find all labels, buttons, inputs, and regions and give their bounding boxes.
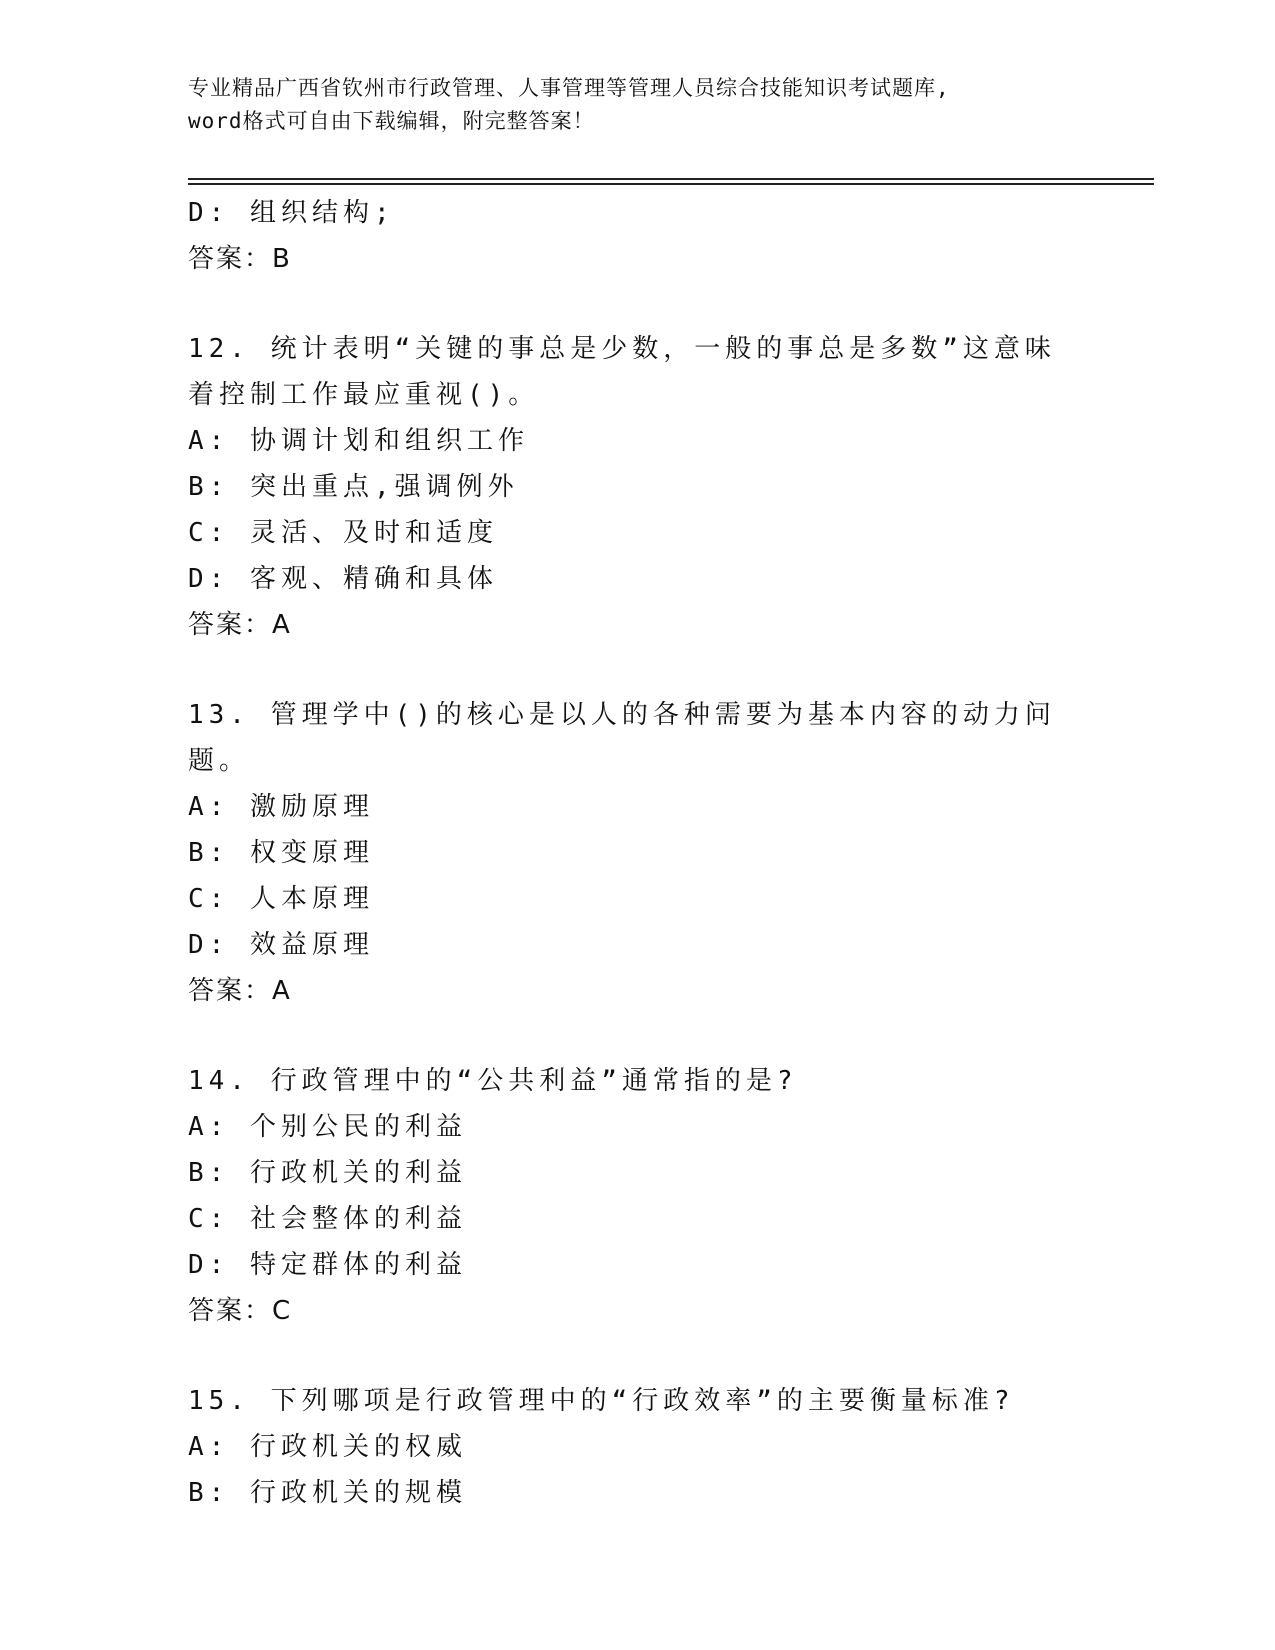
- answer: 答案：C: [188, 1296, 293, 1326]
- option-c: C: 人本原理: [188, 884, 374, 914]
- question-stem: 12. 统计表明“关键的事总是少数，一般的事总是多数”这意味着控制工作最应重视()。: [188, 334, 1056, 410]
- option-a: A: 个别公民的利益: [188, 1112, 467, 1142]
- option-a: A: 协调计划和组织工作: [188, 426, 529, 456]
- option-c: C: 灵活、及时和适度: [188, 518, 498, 548]
- question-stem: 14. 行政管理中的“公共利益”通常指的是?: [188, 1066, 798, 1096]
- answer: 答案：A: [188, 976, 292, 1006]
- option-d: D: 客观、精确和具体: [188, 564, 498, 594]
- option-a: A: 行政机关的权威: [188, 1432, 467, 1462]
- option-c: C: 社会整体的利益: [188, 1204, 467, 1234]
- option-a: A: 激励原理: [188, 792, 374, 822]
- answer: 答案：B: [188, 244, 292, 274]
- option-d: D: 效益原理: [188, 930, 374, 960]
- header-divider-bottom: [188, 183, 1154, 185]
- question-15: [188, 1378, 1108, 1516]
- header-line-1: 专业精品广西省钦州市行政管理、人事管理等管理人员综合技能知识考试题库,: [188, 76, 950, 100]
- option-d: D: 组织结构;: [188, 198, 395, 228]
- header-divider-top: [188, 178, 1154, 180]
- option-b: B: 行政机关的规模: [188, 1478, 467, 1508]
- document-header: [188, 72, 1088, 138]
- answer: 答案：A: [188, 610, 292, 640]
- question-stem: 13. 管理学中()的核心是以人的各种需要为基本内容的动力问题。: [188, 700, 1056, 776]
- header-line-2: word格式可自由下载编辑，附完整答案！: [188, 109, 595, 133]
- question-13: [188, 692, 1108, 1014]
- question-12: [188, 326, 1108, 648]
- option-b: B: 权变原理: [188, 838, 374, 868]
- question-stem: 15. 下列哪项是行政管理中的“行政效率”的主要衡量标准?: [188, 1386, 1015, 1416]
- option-b: B: 行政机关的利益: [188, 1158, 467, 1188]
- option-b: B: 突出重点,强调例外: [188, 472, 519, 502]
- option-d: D: 特定群体的利益: [188, 1250, 467, 1280]
- previous-question-tail: [188, 190, 1108, 282]
- question-14: [188, 1058, 1108, 1334]
- question-list: [188, 190, 1108, 1516]
